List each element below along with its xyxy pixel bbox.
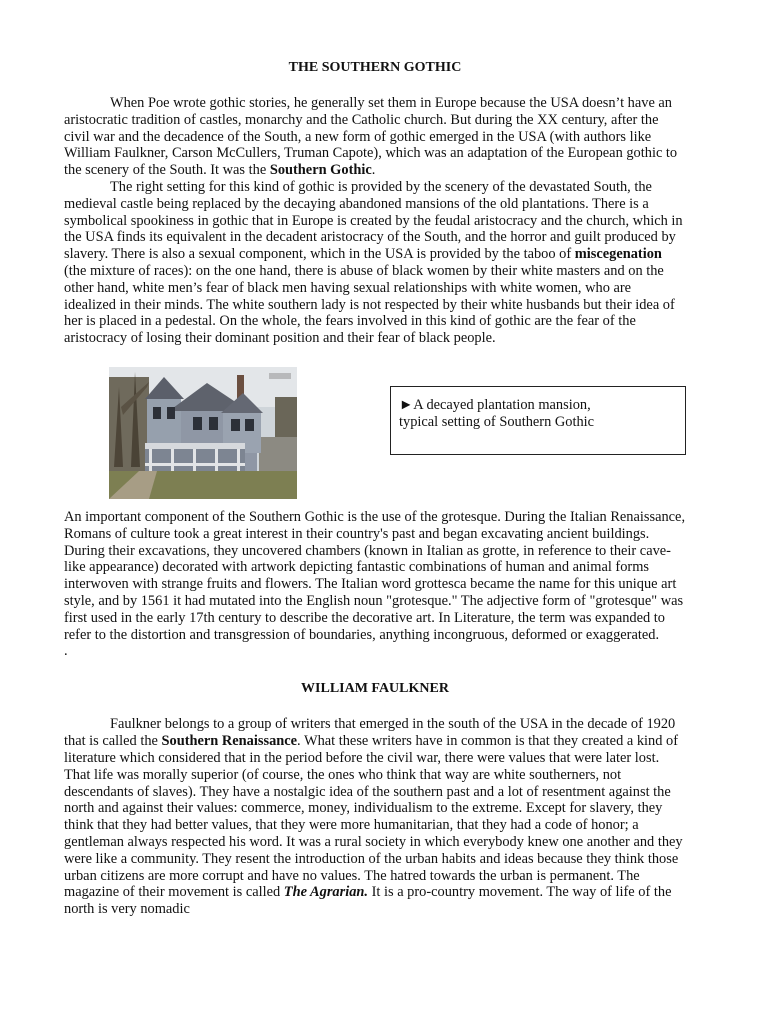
faulkner-heading: WILLIAM FAULKNER	[301, 681, 449, 697]
triangle-pointer-icon: ►	[399, 396, 414, 413]
stray-period: .	[64, 643, 68, 660]
faulkner-text-a: Faulkner belongs to a group of writers that emerged in the south of the USA in the decade of 1920 that is called the	[64, 716, 676, 750]
intro-text-2b: (the mixture of races): on the one hand, there is abuse of black women by their white masters and on the other hand, white men’s fear of black men having sexual relationships with white women, who are idealized in their minds. The white southern lady is not respected by their white husbands but their idea of her is placed in a pedestal. On the whole, the fears involved in this kind of gothic are the fear of the aristocracy of losing their dominant position and their fear of black people.	[64, 262, 675, 347]
caption-box	[390, 386, 686, 455]
faulkner-text-c: It is a pro-country movement. The way of life of the north is very nomadic	[64, 884, 672, 918]
caption-line-1	[399, 397, 677, 414]
faulkner-text-b: . What these writers have in common is that they created a kind of literature which considered that in the period before the civil war, there were values that were later lost. That life was morally superior (of course, the ones who think that way are white southerners, not descendants of slaves). They have a nostalgic idea of the southern past and a lot of resentment against the north and against their values: commerce, money, individualism to the extreme. Except for slavery, they think that they had better values, that they were more humanitarian, that they had a code of honor; a gentleman always respected his word. It was a rural society in which everybody knew one another and they were like a community. They resent the introduction of the urban habits and ideas because they think those urban citizens are more corrupt and have no values. The hatred towards the urban is permanent. The magazine of their movement is called	[64, 733, 683, 901]
intro-paragraph-2	[64, 179, 686, 347]
page-title: THE SOUTHERN GOTHIC	[288, 60, 462, 75]
mansion-illustration	[109, 367, 297, 499]
figure-row	[64, 367, 686, 501]
caption-line-2: typical setting of Southern Gothic	[399, 413, 595, 430]
faulkner-paragraph	[64, 716, 686, 918]
southern-renaissance-term: Southern Renaissance	[161, 733, 298, 750]
the-agrarian-title: The Agrarian.	[283, 884, 369, 901]
miscegenation-term: miscegenation	[574, 246, 662, 263]
intro-text: When Poe wrote gothic stories, he generally set them in Europe because the USA doesn’t have an aristocratic tradition of castles, monarchy and the Catholic church. But during the XX century, after the civil war and the decadence of the South, a new form of gothic emerged in the USA (with authors like William Faulkner, Carson McCullers, Truman Capote), which was an adaptation of the European gothic to the scenery of the South. It was the	[64, 95, 678, 179]
intro-period: .	[371, 162, 376, 179]
intro-text-2a: The right setting for this kind of gothic is provided by the scenery of the devastated South, the medieval castle being replaced by the decaying abandoned mansions of the old plantations. There is a symbolical spookiness in gothic that in Europe is created by the feudal aristocracy and the church, which in the USA finds its equivalent in the decadent aristocracy of the South, and the horror and guilt produced by slavery. There is also a sexual component, which in the USA is provided by the taboo of	[64, 178, 683, 263]
caption-text-1: A decayed plantation mansion,	[413, 396, 591, 413]
document-page	[64, 58, 686, 918]
intro-paragraph-1	[64, 95, 686, 179]
southern-gothic-term: Southern Gothic	[269, 162, 372, 179]
mansion-photo	[109, 367, 297, 499]
grotesque-paragraph: An important component of the Southern Gothic is the use of the grotesque. During the Italian Renaissance, Romans of culture took a great interest in their country's past and began excavating ancient buildings. During their excavations, they uncovered chambers (known in Italian as grotte, in reference to their cave-like appearance) decorated with artwork depicting fantastic combinations of human and animal forms interwoven with strange fruits and flowers. The Italian word grottesca became the name for this unique art style, and by 1561 it had mutated into the English noun "grotesque." The adjective form of "grotesque" was first used in the early 17th century to describe the decorative art. In Literature, the term was expanded to refer to the distortion and transgression of boundaries, anything incongruous, deformed or exaggerated.	[64, 508, 686, 643]
